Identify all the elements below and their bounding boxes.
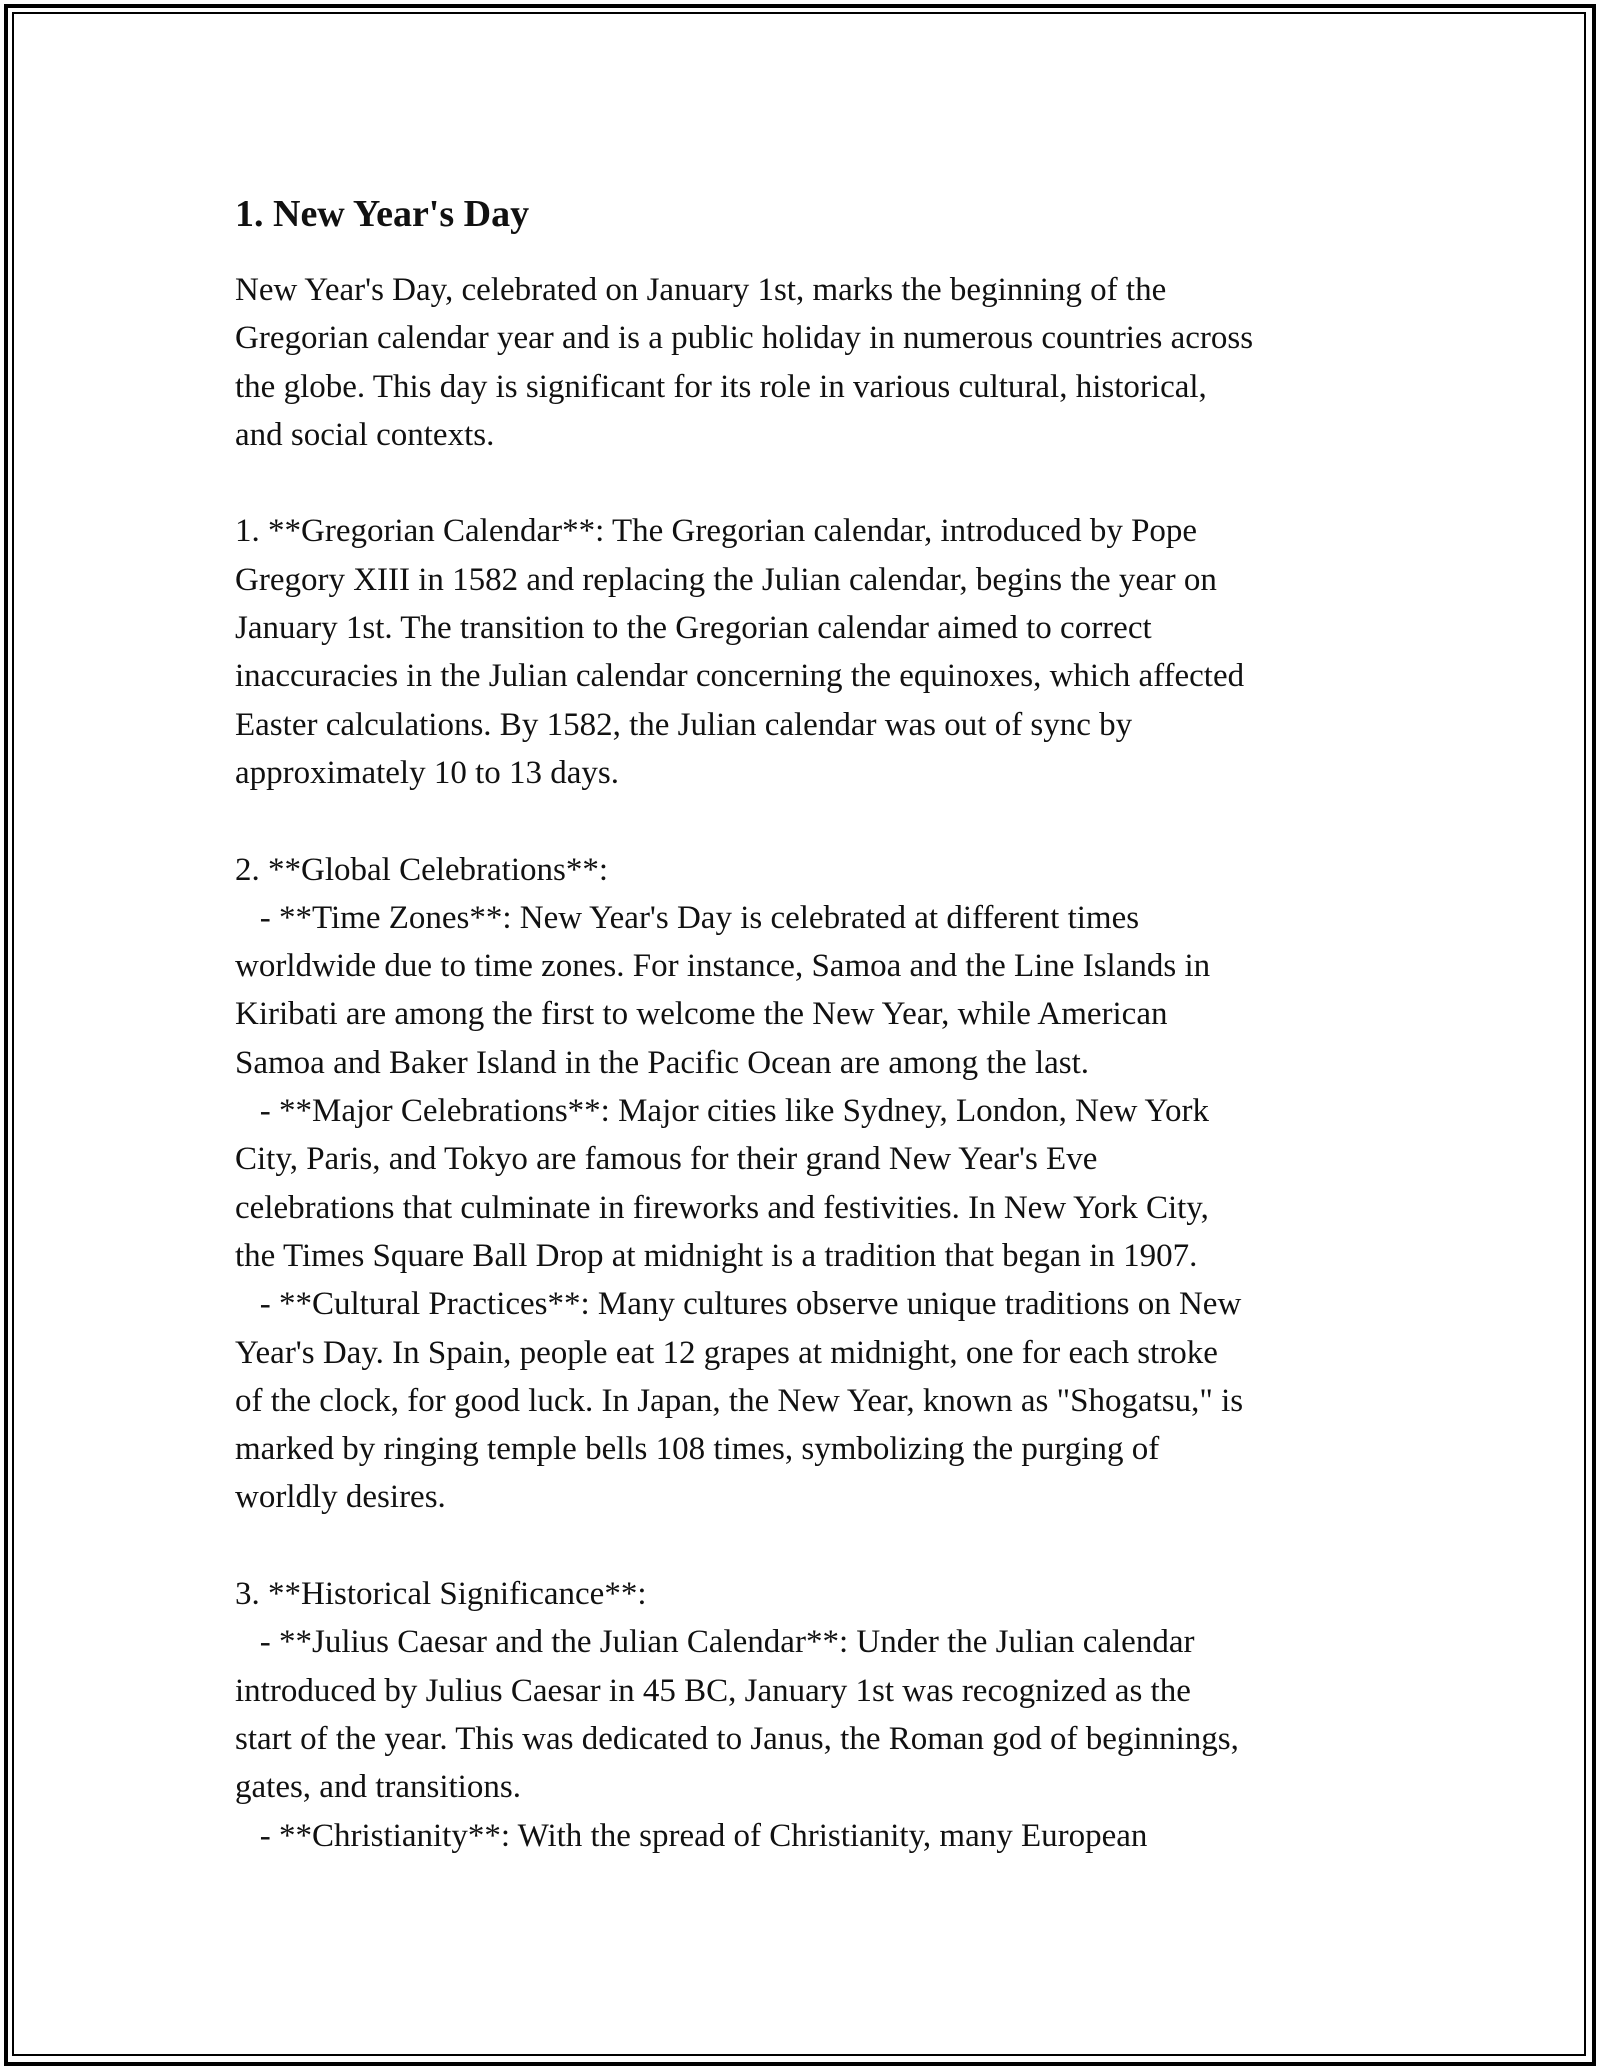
text-line: approximately 10 to 13 days. xyxy=(235,754,620,791)
text-line: Samoa and Baker Island in the Pacific Ocean are among the last. xyxy=(235,1044,1090,1081)
text-line: worldly desires. xyxy=(235,1479,446,1516)
text-line: the Times Square Ball Drop at midnight is a tradition that began in 1907. xyxy=(235,1237,1198,1274)
text-line: 1. **Gregorian Calendar**: The Gregorian calendar, introduced by Pope xyxy=(235,513,1198,550)
text-line: 2. **Global Celebrations**: xyxy=(235,851,609,888)
text-line: Year's Day. In Spain, people eat 12 grapes at midnight, one for each stroke xyxy=(235,1334,1218,1371)
text-line: - **Major Celebrations**: Major cities like Sydney, London, New York xyxy=(235,1093,1209,1130)
text-line: marked by ringing temple bells 108 times, symbolizing the purging of xyxy=(235,1431,1160,1468)
text-line: start of the year. This was dedicated to Janus, the Roman god of beginnings, xyxy=(235,1720,1239,1757)
text-line: and social contexts. xyxy=(235,416,495,453)
text-line: 3. **Historical Significance**: xyxy=(235,1576,647,1613)
text-line: Easter calculations. By 1582, the Julian calendar was out of sync by xyxy=(235,706,1133,743)
blank-line xyxy=(235,797,1375,845)
text-line: - **Christianity**: With the spread of Christianity, many European xyxy=(235,1817,1148,1854)
text-line: of the clock, for good luck. In Japan, the New Year, known as "Shogatsu," is xyxy=(235,1382,1244,1419)
text-line: Gregory XIII in 1582 and replacing the Julian calendar, begins the year on xyxy=(235,561,1217,598)
text-line: inaccuracies in the Julian calendar concerning the equinoxes, which affected xyxy=(235,658,1245,695)
text-line: - **Julius Caesar and the Julian Calendar**: Under the Julian calendar xyxy=(235,1624,1195,1661)
text-line: Kiribati are among the first to welcome the New Year, while American xyxy=(235,996,1168,1033)
text-line: - **Cultural Practices**: Many cultures observe unique traditions on New xyxy=(235,1286,1242,1323)
blank-line xyxy=(235,459,1375,507)
text-line: worldwide due to time zones. For instance, Samoa and the Line Islands in xyxy=(235,948,1211,985)
text-line: New Year's Day, celebrated on January 1st, marks the beginning of the xyxy=(235,272,1167,308)
blank-line xyxy=(235,1522,1375,1570)
document-page xyxy=(235,190,1375,1860)
text-line: City, Paris, and Tokyo are famous for their grand New Year's Eve xyxy=(235,1141,1098,1178)
document-title: 1. New Year's Day xyxy=(235,193,530,235)
text-line: gates, and transitions. xyxy=(235,1769,521,1806)
text-line: January 1st. The transition to the Gregorian calendar aimed to correct xyxy=(235,610,1152,647)
text-line: the globe. This day is significant for its role in various cultural, historical, xyxy=(235,368,1207,405)
document-body xyxy=(235,266,1375,1860)
text-line: celebrations that culminate in fireworks and festivities. In New York City, xyxy=(235,1189,1209,1226)
text-line: introduced by Julius Caesar in 45 BC, January 1st was recognized as the xyxy=(235,1672,1191,1709)
text-line: - **Time Zones**: New Year's Day is celebrated at different times xyxy=(235,899,1140,936)
text-line: Gregorian calendar year and is a public holiday in numerous countries across xyxy=(235,320,1254,357)
